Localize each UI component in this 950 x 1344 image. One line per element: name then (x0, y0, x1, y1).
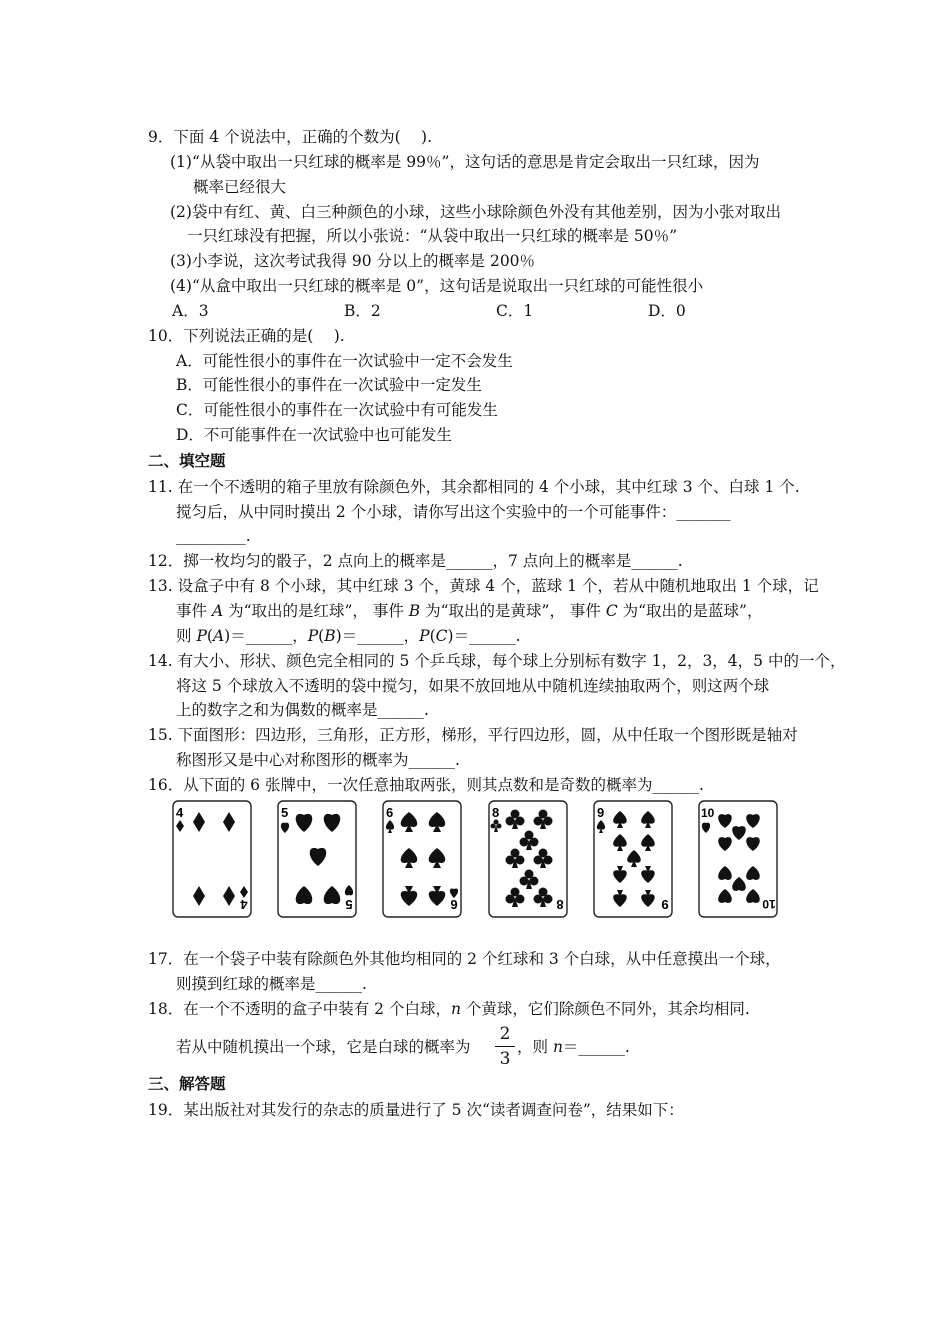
section-heading-fill-in: 二、填空题 (148, 452, 226, 470)
q10-option-d: D．不可能事件在一次试验中也可能发生 (176, 426, 452, 444)
q9-option-d: D．0 (648, 302, 686, 320)
fraction-denominator: 3 (499, 1049, 511, 1069)
q9-statement-2-cont: 一只红球没有把握，所以小张说：“从袋中取出一只红球的概率是 50％” (187, 227, 678, 245)
q18-line-2-b: ，则 n＝______. (517, 1038, 630, 1056)
q9-statement-1: (1)“从袋中取出一只红球的概率是 99％”，这句话的意思是肯定会取出一只红球，因为 (170, 153, 760, 171)
q9-option-b: B．2 (344, 302, 381, 320)
card-5-hearts (277, 800, 357, 918)
q10-option-c: C．可能性很小的事件在一次试验中有可能发生 (176, 401, 498, 419)
q9-statement-1-cont: 概率已经很大 (193, 178, 287, 196)
q10-option-a: A．可能性很小的事件在一次试验中一定不会发生 (176, 352, 513, 370)
card-rank-bottom: 6 (450, 897, 458, 912)
q9-option-c: C．1 (496, 302, 534, 320)
card-rank-top: 5 (281, 805, 289, 820)
card-rank-top: 9 (597, 805, 605, 820)
section-heading-solutions: 三、解答题 (148, 1075, 226, 1093)
fraction-numerator: 2 (499, 1024, 511, 1044)
card-rank-bottom: 10 (762, 897, 776, 911)
q17-line-1: 17．在一个袋子中装有除颜色外其他均相同的 2 个红球和 3 个白球，从中任意摸出一个球， (148, 950, 781, 968)
fraction-bar (495, 1046, 515, 1047)
q10-option-b: B．可能性很小的事件在一次试验中一定发生 (176, 376, 482, 394)
card-rank-top: 6 (386, 805, 394, 820)
q9-option-a: A．3 (172, 302, 209, 320)
q14-line-3: 上的数字之和为偶数的概率是______. (176, 701, 429, 719)
card-border (383, 801, 461, 917)
q11-line-2: 搅匀后，从中同时摸出 2 个小球，请你写出这个实验中的一个可能事件：_______ (176, 503, 731, 521)
q16-text: 16．从下面的 6 张牌中，一次任意抽取两张，则其点数和是奇数的概率为______. (148, 776, 704, 794)
card-rank-top: 8 (492, 805, 500, 820)
card-rank-bottom: 9 (661, 897, 669, 912)
card-rank-top: 4 (176, 805, 184, 820)
q9-stem: 9．下面 4 个说法中，正确的个数为( ). (148, 128, 433, 146)
q13-line-1: 13. 设盒子中有 8 个小球，其中红球 3 个，黄球 4 个，蓝球 1 个，若从中随机地取出 1 个球，记 (148, 577, 819, 595)
card-6-spades (382, 800, 462, 918)
q13-line-3: 则 P(A)＝______，P(B)＝______，P(C)＝______. (176, 627, 521, 645)
fraction-two-thirds (495, 1024, 515, 1069)
q18-line-2-a: 若从中随机摸出一个球，它是白球的概率为 (176, 1038, 471, 1056)
q10-stem: 10．下列说法正确的是( ). (148, 327, 345, 345)
q19-text: 19．某出版社对其发行的杂志的质量进行了 5 次“读者调查问卷”，结果如下： (148, 1101, 684, 1119)
q9-statement-3: (3)小李说，这次考试我得 90 分以上的概率是 200％ (170, 252, 536, 270)
q9-statement-4: (4)“从盒中取出一只红球的概率是 0”，这句话是说取出一只红球的可能性很小 (170, 277, 704, 295)
q15-line-2: 称图形又是中心对称图形的概率为______. (176, 751, 460, 769)
q9-statement-2: (2)袋中有红、黄、白三种颜色的小球，这些小球除颜色外没有其他差别，因为小张对取出 (170, 203, 781, 221)
card-rank-top: 10 (701, 806, 715, 820)
q14-line-2: 将这 5 个球放入不透明的袋中搅匀，如果不放回地从中随机连续抽取两个，则这两个球 (176, 677, 770, 695)
card-rank-bottom: 4 (240, 897, 248, 912)
q17-line-2: 则摸到红球的概率是______. (176, 975, 367, 993)
card-4-diamonds (172, 800, 252, 918)
q15-line-1: 15. 下面图形：四边形，三角形，正方形，梯形，平行四边形，圆，从中任取一个图形既是轴对 (148, 726, 798, 744)
q14-line-1: 14. 有大小、形状、颜色完全相同的 5 个乒乓球，每个球上分别标有数字 1，2，3，4，5 中的一个， (148, 652, 846, 670)
card-border (489, 801, 567, 917)
q11-line-1: 11. 在一个不透明的箱子里放有除颜色外，其余都相同的 4 个小球，其中红球 3 个、白球 1 个. (148, 478, 800, 496)
card-rank-bottom: 5 (345, 897, 353, 912)
q18-line-1: 18．在一个不透明的盒子中装有 2 个白球，n 个黄球，它们除颜色不同外，其余均相同. (148, 1000, 750, 1018)
card-rank-bottom: 8 (556, 897, 564, 912)
q11-line-3: _________. (176, 527, 251, 545)
card-8-clubs (488, 800, 568, 918)
card-9-spades (593, 800, 673, 918)
q13-line-2: 事件 A 为“取出的是红球”， 事件 B 为“取出的是黄球”， 事件 C 为“取出的是蓝球”， (176, 602, 763, 620)
card-10-hearts (698, 800, 778, 918)
card-border (173, 801, 251, 917)
q12-text: 12．掷一枚均匀的骰子，2 点向上的概率是______，7 点向上的概率是______. (148, 552, 683, 570)
